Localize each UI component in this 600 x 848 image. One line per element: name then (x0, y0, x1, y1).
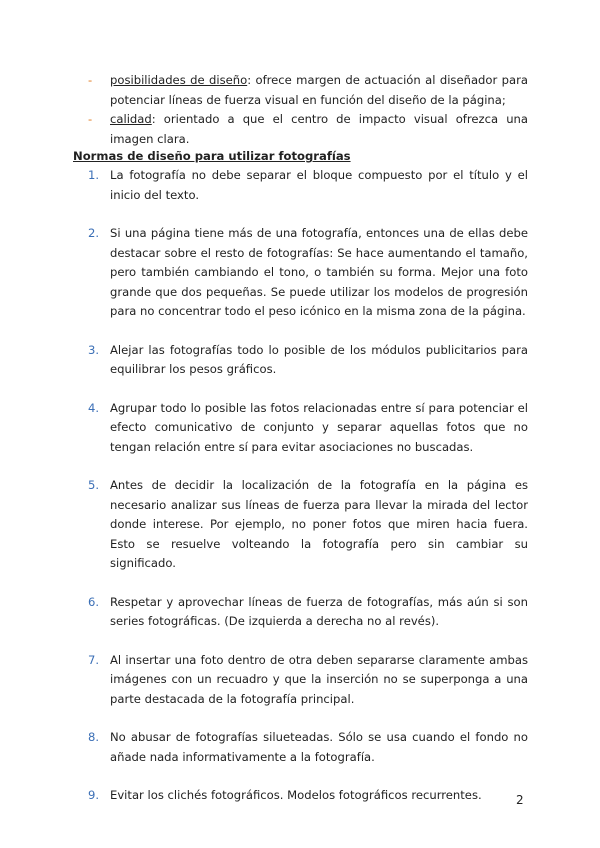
rule-item (88, 593, 528, 632)
rule-number: 8. (88, 730, 100, 744)
rule-number: 7. (88, 652, 100, 667)
rule-item (88, 399, 528, 458)
rule-text: No abusar de fotografías silueteadas. Sólo se usa cuando el fondo no añade nada informativamente a la fotografía. (110, 730, 528, 764)
rule-number: 3. (88, 342, 100, 357)
rule-text: Si una página tiene más de una fotografía, entonces una de ellas debe destacar sobre el resto de fotografías: Se hace aumentando el tamaño, pero también cambiando el tono, o también su forma. Mejor una foto grande que dos pequeñas. Se puede utilizar los modelos de progresión para no concentrar todo el peso icónico en la misma zona de la página. (110, 226, 528, 318)
bullet-marker: - (88, 112, 93, 126)
rule-number: 4. (88, 400, 100, 415)
bullet-term: calidad (110, 112, 152, 126)
rule-text: Agrupar todo lo posible las fotos relacionadas entre sí para potenciar el efecto comunicativo de conjunto y separar aquellas fotos que no tengan relación entre sí para evitar asociaciones no buscadas. (110, 400, 528, 454)
rule-number: 6. (88, 594, 100, 609)
rule-number: 2. (88, 226, 100, 240)
rule-text: Alejar las fotografías todo lo posible de los módulos publicitarios para equilibrar los pesos gráficos. (110, 342, 528, 376)
bullet-term: posibilidades de diseño (110, 73, 248, 87)
bullet-item (88, 71, 528, 110)
bullet-text: : orientado a que el centro de impacto visual ofrezca una imagen clara. (110, 112, 528, 146)
rules-list (88, 166, 528, 825)
rule-item (88, 786, 528, 806)
rule-item (88, 341, 528, 380)
rule-number: 1. (88, 168, 100, 182)
bullet-text: : ofrece margen de actuación al diseñador para potenciar líneas de fuerza visual en función del diseño de la página; (110, 73, 528, 107)
bullet-marker: - (88, 73, 93, 87)
rule-item (88, 166, 528, 205)
rule-text: La fotografía no debe separar el bloque compuesto por el título y el inicio del texto. (110, 168, 528, 202)
rule-number: 9. (88, 788, 100, 802)
rule-item (88, 728, 528, 767)
rule-text: Al insertar una foto dentro de otra deben separarse claramente ambas imágenes con un recuadro y que la inserción no se superponga a una parte destacada de la fotografía principal. (110, 652, 528, 706)
rule-item (88, 476, 528, 574)
rule-number: 5. (88, 478, 100, 492)
page-number: 2 (516, 793, 524, 807)
rule-text: Evitar los clichés fotográficos. Modelos fotográficos recurrentes. (110, 788, 482, 802)
rule-item (88, 224, 528, 322)
rule-text: Respetar y aprovechar líneas de fuerza de fotografías, más aún si son series fotográficas. (De izquierda a derecha no al revés). (110, 594, 528, 628)
bullet-list (88, 71, 528, 149)
section-title: Normas de diseño para utilizar fotografías (73, 149, 351, 163)
rule-text: Antes de decidir la localización de la fotografía en la página es necesario analizar sus líneas de fuerza para llevar la mirada del lector donde interese. Por ejemplo, no poner fotos que miren hacia fuera. Esto se resuelve volteando la fotografía pero sin cambiar su significado. (110, 478, 528, 570)
rule-item (88, 651, 528, 710)
bullet-item (88, 110, 528, 149)
